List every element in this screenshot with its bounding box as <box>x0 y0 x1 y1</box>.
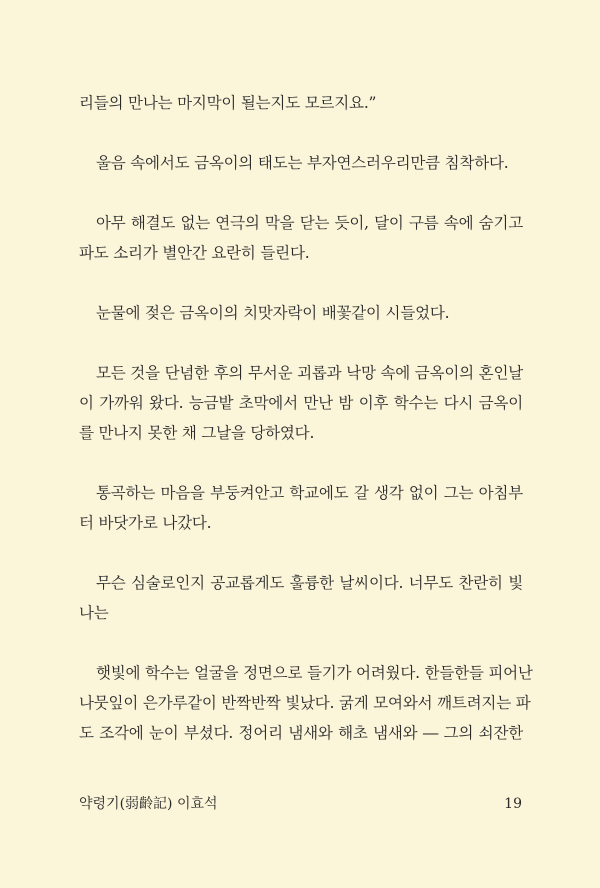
text-line: 를 만나지 못한 채 그날을 당하였다. <box>79 424 315 442</box>
text-line: 햇빛에 학수는 얼굴을 정면으로 들기가 어려웠다. 한들한들 피어난 <box>96 664 533 682</box>
text-line: 눈물에 젖은 금옥이의 치맛자락이 배꽃같이 시들었다. <box>96 304 450 322</box>
text-line: 울음 속에서도 금옥이의 태도는 부자연스러우리만큼 침착하다. <box>96 154 509 172</box>
text-line: 나는 <box>79 604 109 622</box>
text-line: 터 바닷가로 나갔다. <box>79 514 212 532</box>
text-line: 통곡하는 마음을 부둥켜안고 학교에도 갈 생각 없이 그는 아침부 <box>96 484 523 502</box>
text-line: 무슨 심술로인지 공교롭게도 훌륭한 날씨이다. 너무도 찬란히 빛 <box>96 574 523 592</box>
text-line: 도 조각에 눈이 부셨다. 정어리 냄새와 해초 냄새와 ― 그의 쇠잔한 <box>79 724 523 742</box>
text-line: 모든 것을 단념한 후의 무서운 괴롭과 낙망 속에 금옥이의 혼인날 <box>96 364 523 382</box>
text-line: 아무 해결도 없는 연극의 막을 닫는 듯이, 달이 구름 속에 숨기고 <box>96 214 523 232</box>
page-number: 19 <box>504 796 522 812</box>
text-line: 나뭇잎이 은가루같이 반짝반짝 빛났다. 굵게 모여와서 깨트려지는 파 <box>79 694 531 712</box>
running-footer-title: 약령기(弱齡記) 이효석 <box>79 796 218 812</box>
text-line: 리들의 만나는 마지막이 될는지도 모르지요.” <box>79 94 377 112</box>
text-line: 이 가까워 왔다. 능금밭 초막에서 만난 밤 이후 학수는 다시 금옥이 <box>79 394 523 412</box>
text-line: 파도 소리가 별안간 요란히 들린다. <box>79 244 310 262</box>
